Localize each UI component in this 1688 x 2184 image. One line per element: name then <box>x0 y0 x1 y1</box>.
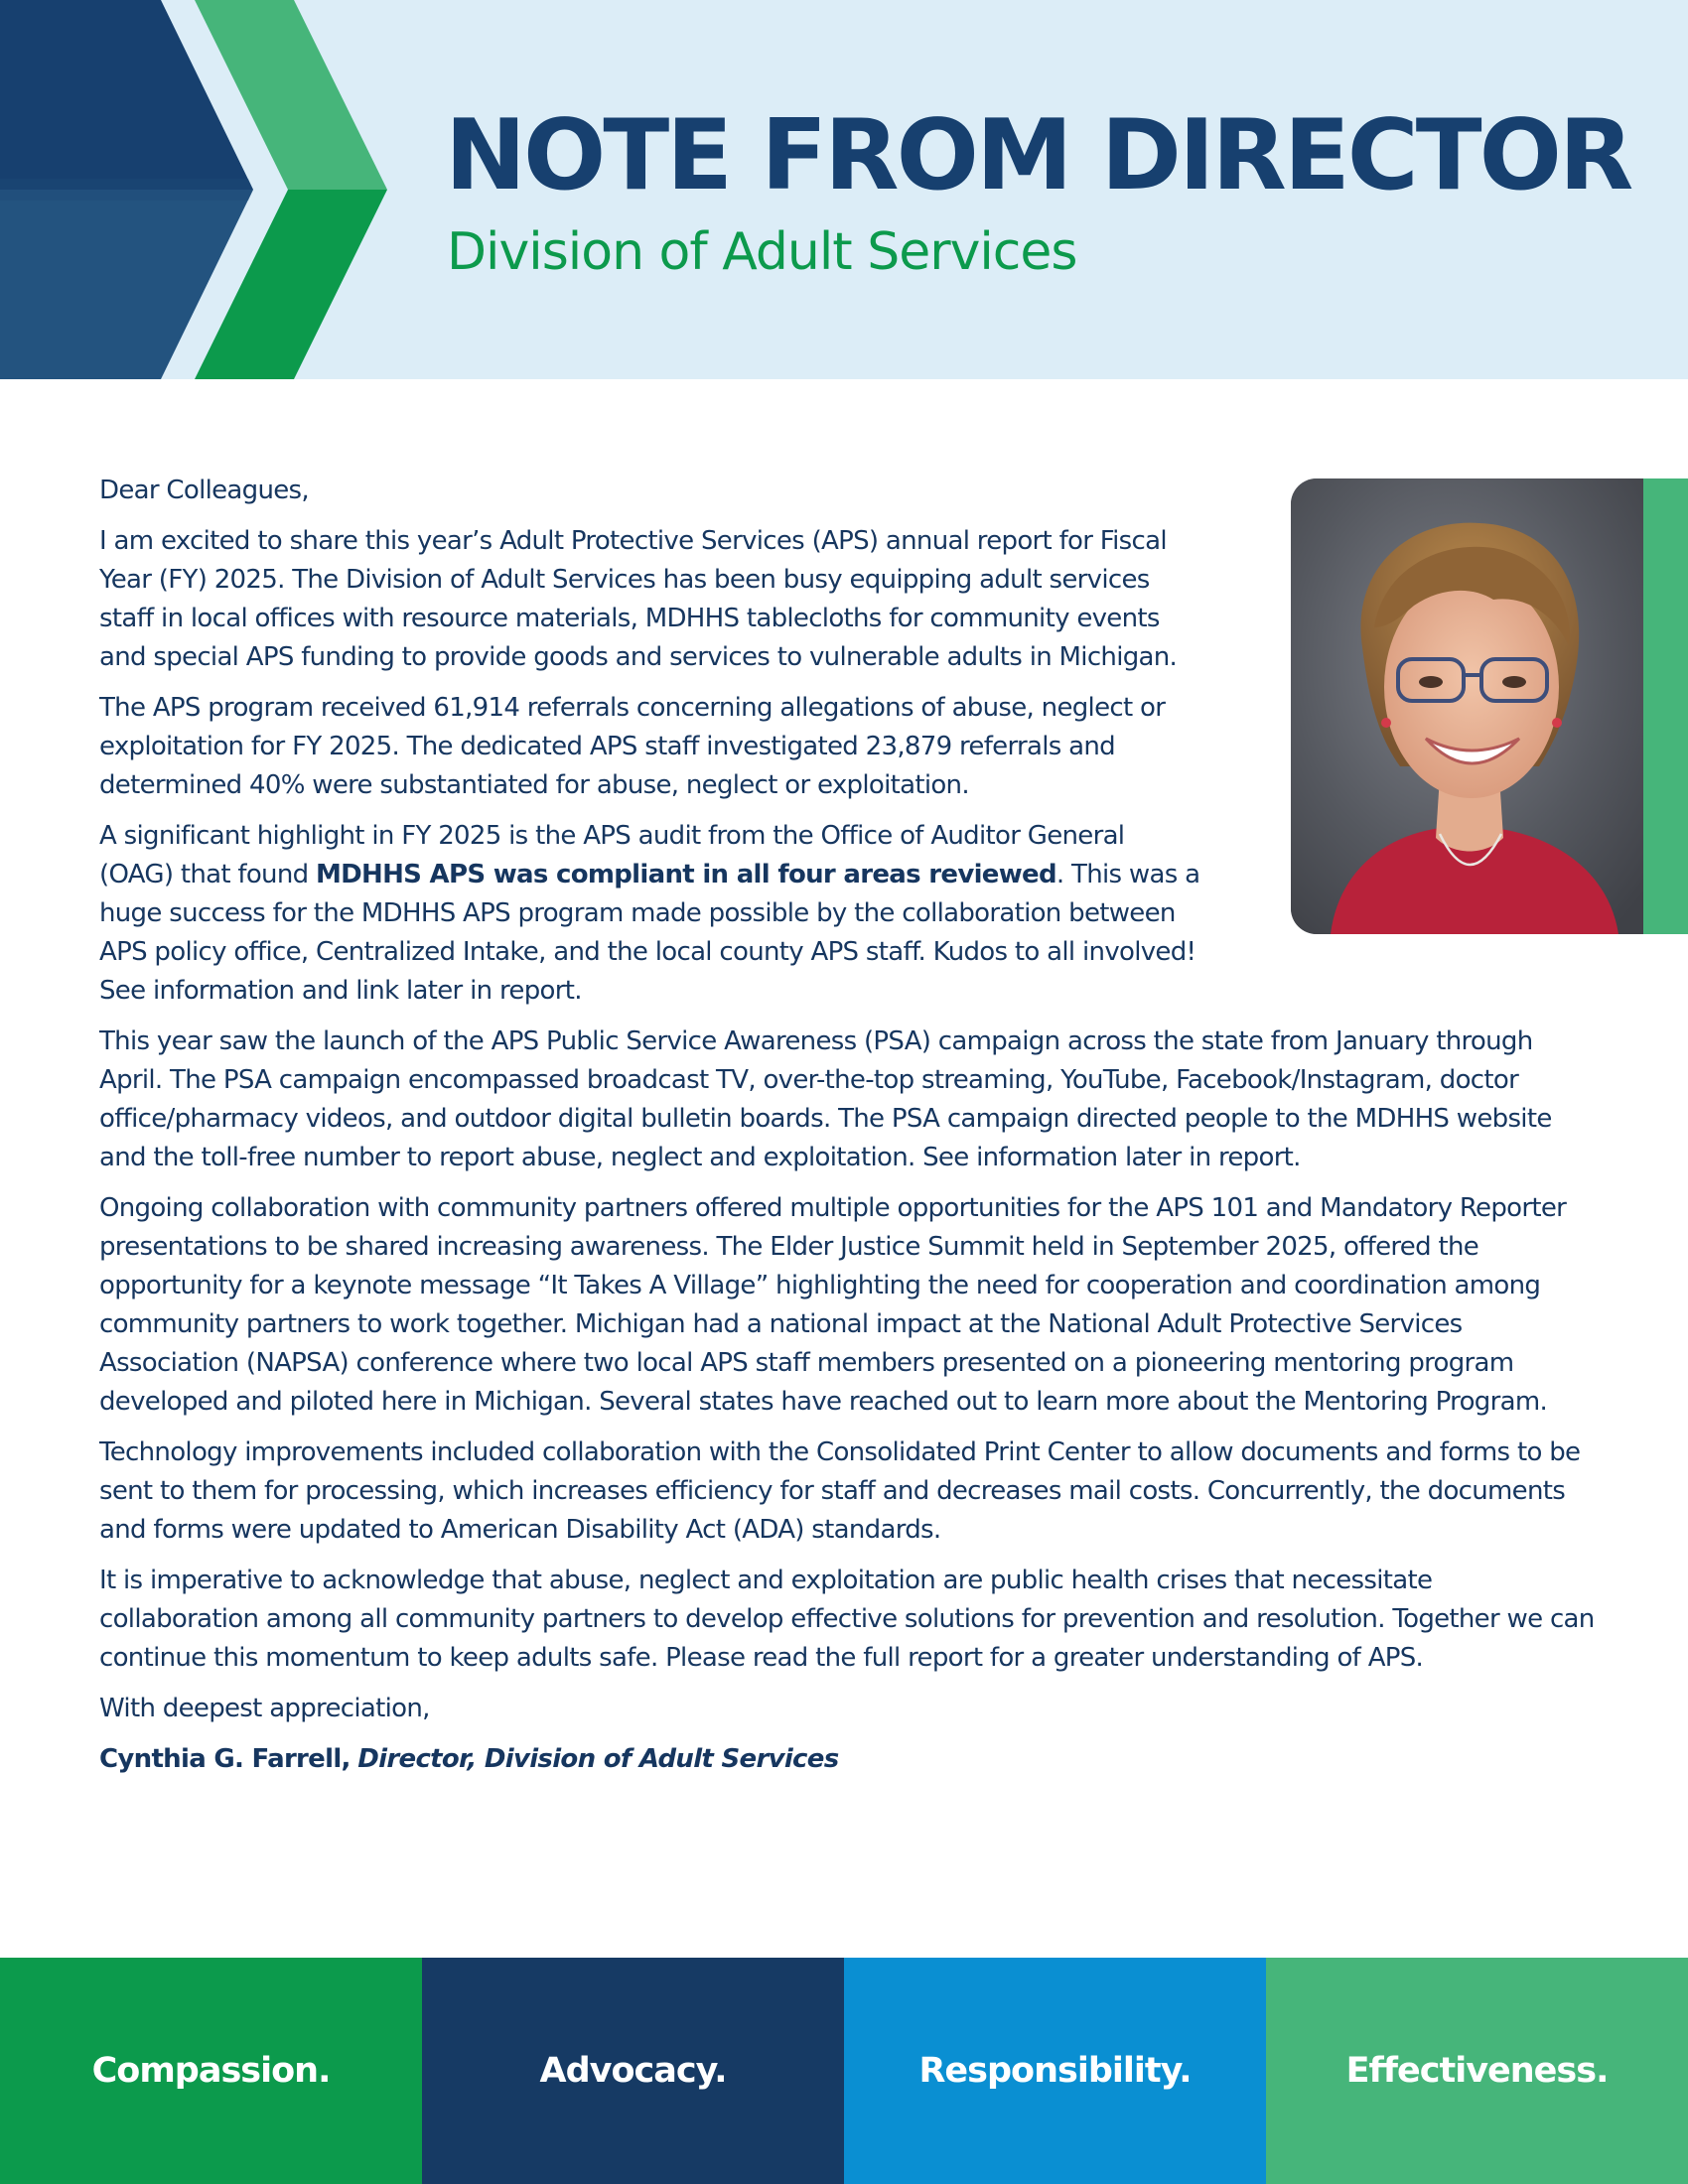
value-responsibility: Responsibility. <box>844 1958 1266 2184</box>
value-compassion: Compassion. <box>0 1958 422 2184</box>
paragraph-referrals: The APS program received 61,914 referrals concerning allegations of abuse, neglect or exploitation for FY 2025. The dedicated APS staff investigated 23,879 referrals and determined 40% were substantiated for abuse, neglect or exploitation. <box>99 693 1166 800</box>
paragraph-audit <box>99 817 1201 1011</box>
value-effectiveness: Effectiveness. <box>1266 1958 1688 2184</box>
paragraph-intro: I am excited to share this year’s Adult Protective Services (APS) annual report for Fiscal Year (FY) 2025. The Division of Adult Services has been busy equipping adult services staff in local offices with resource materials, MDHHS tablecloths for community events and special APS funding to provide goods and services to vulnerable adults in Michigan. <box>99 526 1178 672</box>
navy-chevron-seam <box>0 179 253 201</box>
paragraph-collaboration: Ongoing collaboration with community partners offered multiple opportunities for the APS 101 and Mandatory Reporter presentations to be shared increasing awareness. The Elder Justice Summit held in September 2025, offered the opportunity for a keynote message “It Takes A Village” highlighting the need for cooperation and coordination among community partners to work together. Michigan had a national impact at the National Adult Protective Services Association (NAPSA) conference where two local APS staff members presented on a pioneering mentoring program developed and piloted here in Michigan. Several states have reached out to learn more about the Mentoring Program. <box>99 1193 1567 1417</box>
closing: With deepest appreciation, <box>99 1694 430 1723</box>
page-subtitle: Division of Adult Services <box>447 222 1077 282</box>
chevron-graphic <box>0 0 397 379</box>
audit-text-post: . This was a huge success for the MDHHS APS program made possible by the collaboration between APS policy office, Centralized Intake, and the local county APS staff. Kudos to all involved! See information and link later in report. <box>99 860 1200 1006</box>
paragraph-imperative: It is imperative to acknowledge that abuse, neglect and exploitation are public health crises that necessitate collaboration among all community partners to develop effective solutions for prevention and resolution. Together we can continue this momentum to keep adults safe. Please read the full report for a greater understanding of APS. <box>99 1566 1595 1673</box>
page-title: NOTE FROM DIRECTOR <box>445 99 1631 212</box>
paragraph-technology: Technology improvements included collaboration with the Consolidated Print Center to allow documents and forms to be sent to them for processing, which increases efficiency for staff and decreases mail costs. Concurrently, the documents and forms were updated to American Disability Act (ADA) standards. <box>99 1437 1581 1545</box>
audit-text-pre: A significant highlight in FY 2025 is the APS audit from the Office of Auditor General (OAG) that found <box>99 821 1125 889</box>
signature-title: Director, Division of Adult Services <box>357 1744 839 1774</box>
photo-accent-bar <box>1643 478 1688 934</box>
salutation: Dear Colleagues, <box>99 476 309 505</box>
header-banner <box>0 0 1688 379</box>
letter-body <box>99 472 1599 1791</box>
value-advocacy: Advocacy. <box>422 1958 844 2184</box>
signature-name: Cynthia G. Farrell, <box>99 1744 351 1774</box>
signature <box>99 1740 1599 1779</box>
values-footer <box>0 1958 1688 2184</box>
audit-highlight: MDHHS APS was compliant in all four areas reviewed <box>316 860 1056 889</box>
paragraph-psa-campaign: This year saw the launch of the APS Public Service Awareness (PSA) campaign across the state from January through April. The PSA campaign encompassed broadcast TV, over-the-top streaming, YouTube, Facebook/Instagram, doctor office/pharmacy videos, and outdoor digital bulletin boards. The PSA campaign directed people to the MDHHS website and the toll-free number to report abuse, neglect and exploitation. See information later in report. <box>99 1026 1552 1172</box>
